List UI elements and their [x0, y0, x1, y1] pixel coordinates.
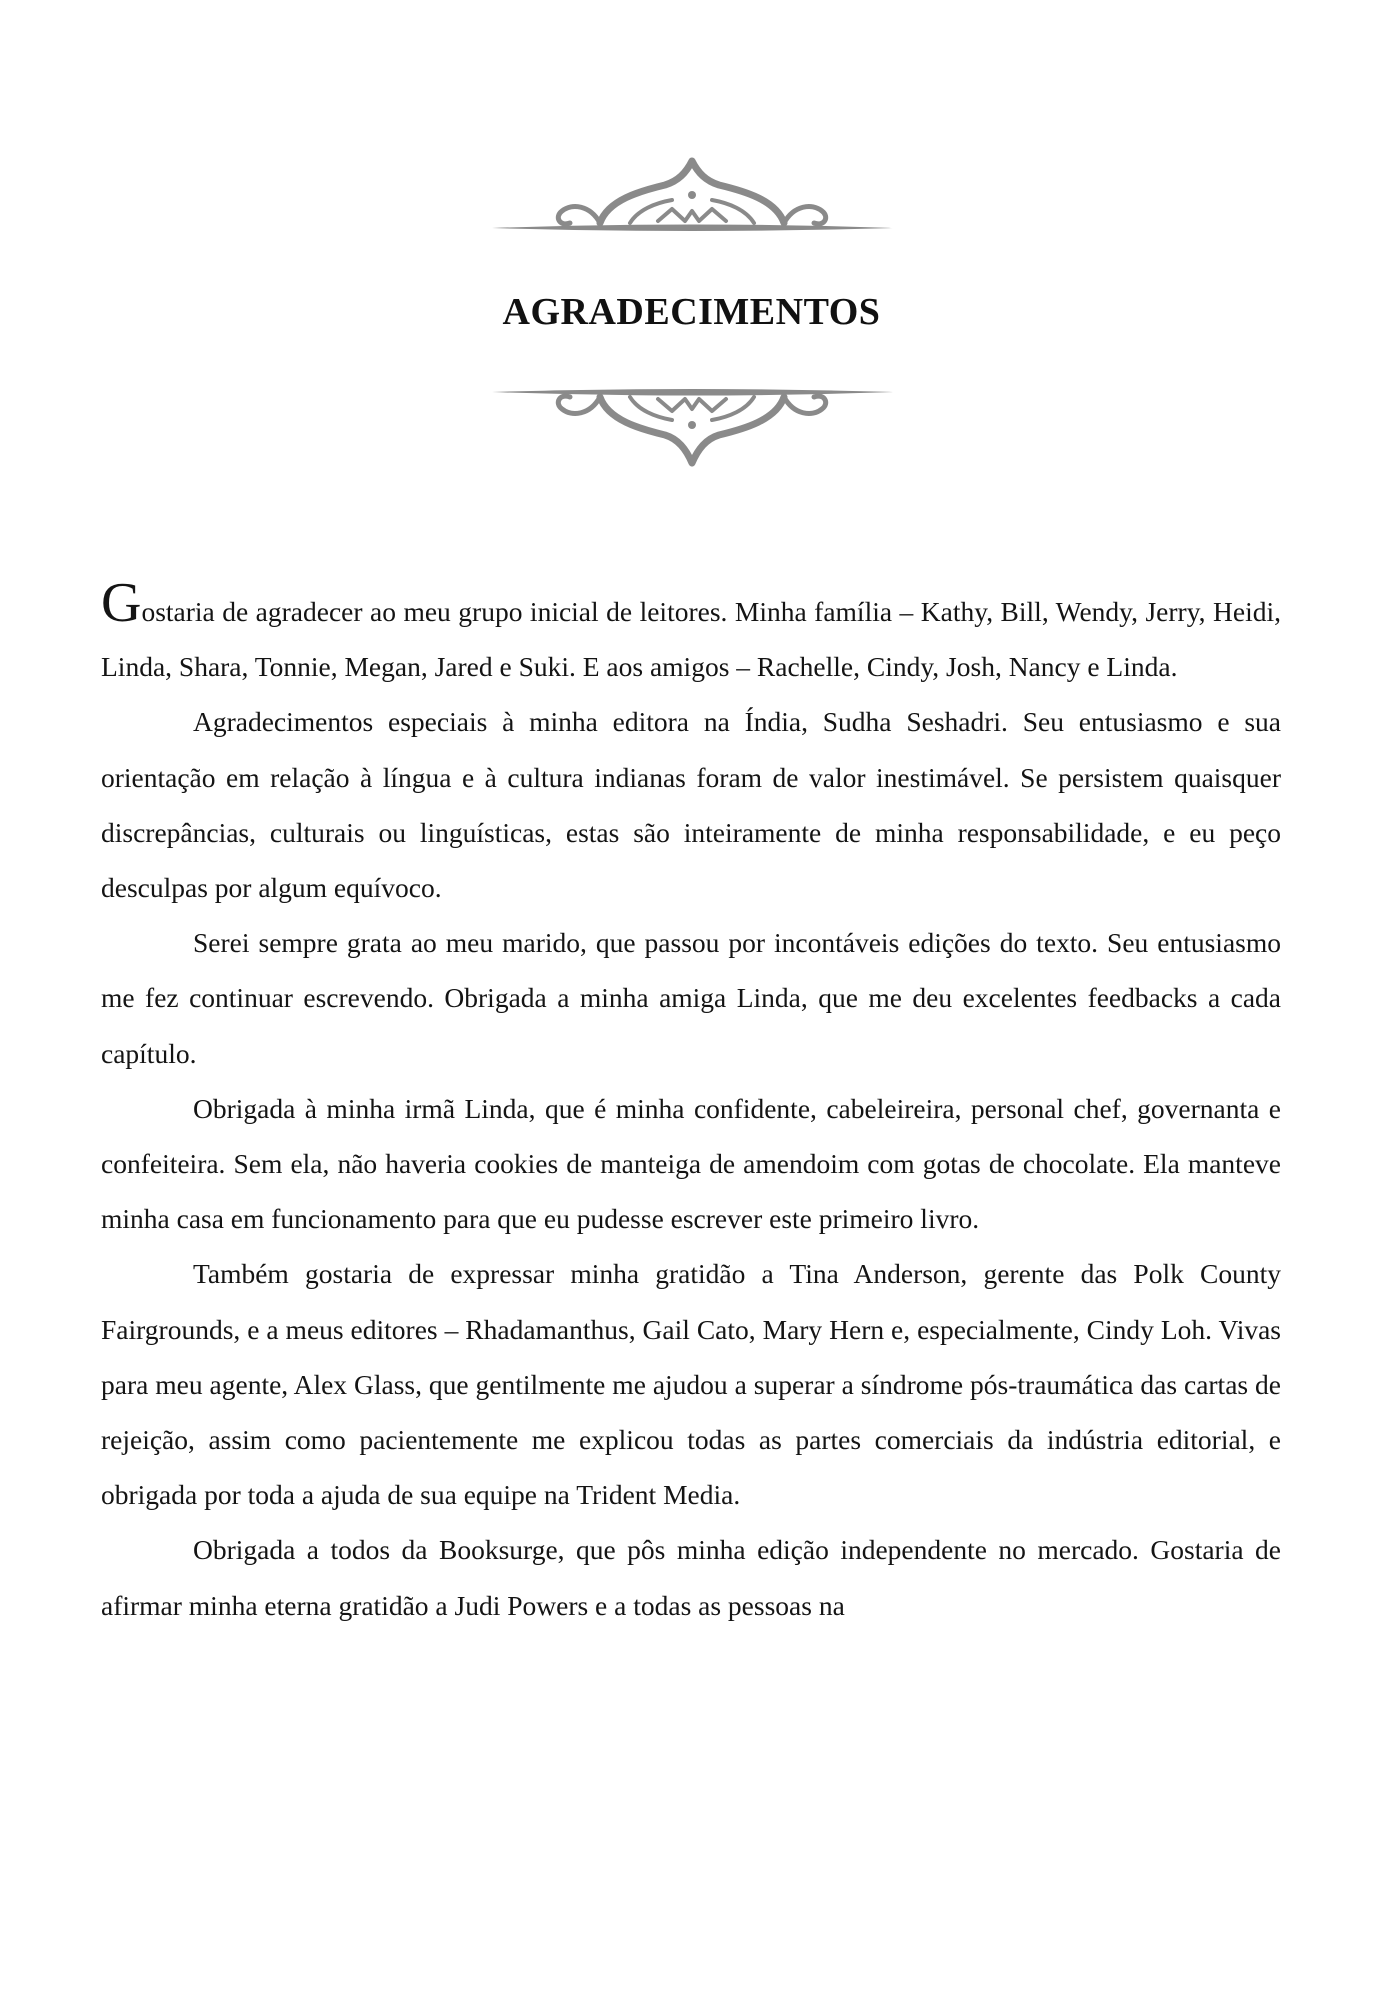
acknowledgements-body — [101, 572, 1281, 1633]
paragraph-1-text: ostaria de agradecer ao meu grupo inicial de leitores. Minha família – Kathy, Bill, Wendy, Jerry, Heidi, Linda, Shara, Tonnie, Megan, Jared e Suki. E aos amigos – Rachelle, Cindy, Josh, Nancy e Linda. — [101, 596, 1281, 683]
decorative-ornament-top — [490, 155, 895, 235]
decorative-ornament-bottom — [490, 385, 895, 470]
paragraph-1 — [101, 572, 1281, 694]
paragraph-4: Obrigada à minha irmã Linda, que é minha confidente, cabeleireira, personal chef, governanta e confeiteira. Sem ela, não haveria cookies de manteiga de amendoim com gotas de chocolate. Ela manteve minha casa em funcionamento para que eu pudesse escrever este primeiro livro. — [101, 1092, 1281, 1235]
page-title: AGRADECIMENTOS — [502, 291, 881, 333]
paragraph-3: Serei sempre grata ao meu marido, que passou por incontáveis edições do texto. Seu entusiasmo me fez continuar escrevendo. Obrigada a minha amiga Linda, que me deu excelentes feedbacks a cada capítulo. — [101, 927, 1281, 1069]
paragraph-5: Também gostaria de expressar minha gratidão a Tina Anderson, gerente das Polk County Fairgrounds, e a meus editores – Rhadamanthus, Gail Cato, Mary Hern e, especialmente, Cindy Loh. Vivas para meu agente, Alex Glass, que gentilmente me ajudou a superar a síndrome pós-traumática das cartas de rejeição, assim como pacientemente me explicou todas as partes comerciais da indústria editorial, e obrigada por toda a ajuda de sua equipe na Trident Media. — [101, 1258, 1281, 1511]
paragraph-6: Obrigada a todos da Booksurge, que pôs minha edição independente no mercado. Gostaria de afirmar minha eterna gratidão a Judi Powers e a todas as pessoas na — [101, 1534, 1281, 1621]
paragraph-2: Agradecimentos especiais à minha editora na Índia, Sudha Seshadri. Seu entusiasmo e sua orientação em relação à língua e à cultura indianas foram de valor inestimável. Se persistem quaisquer discrepâncias, culturais ou linguísticas, estas são inteiramente de minha responsabilidade, e eu peço desculpas por algum equívoco. — [101, 706, 1281, 904]
drop-cap: G — [101, 572, 142, 634]
